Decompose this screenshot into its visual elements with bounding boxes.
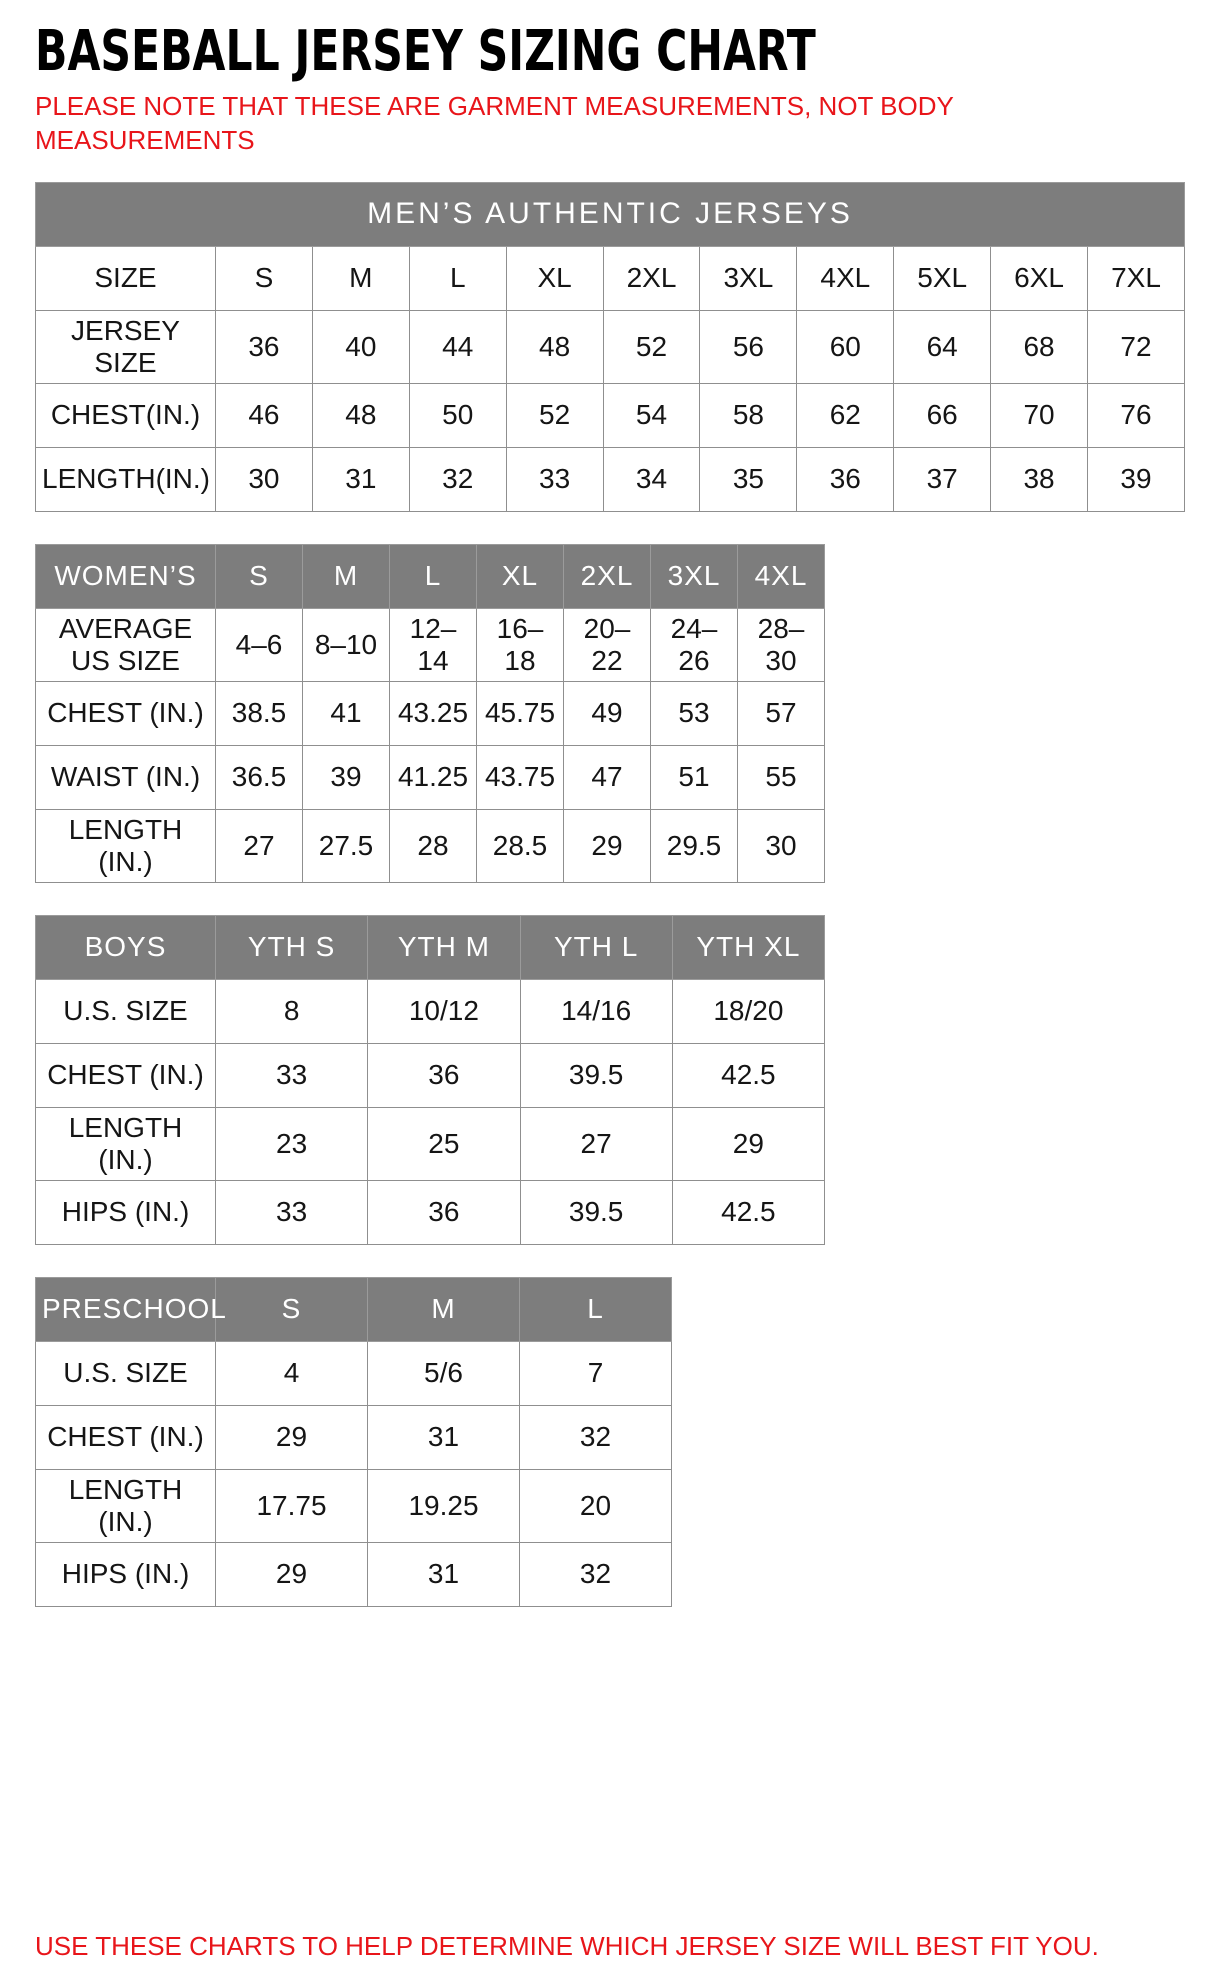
boys-column-header: YTH M	[368, 915, 520, 979]
womens-data-cell: 55	[738, 745, 825, 809]
womens-data-cell: 27.5	[303, 809, 390, 882]
preschool-data-row	[36, 1405, 672, 1469]
mens-data-row	[36, 246, 1185, 310]
mens-data-cell: 32	[409, 447, 506, 511]
womens-data-cell: 16–18	[477, 608, 564, 681]
mens-data-cell: 37	[894, 447, 991, 511]
womens-data-cell: 39	[303, 745, 390, 809]
boys-data-cell: 8	[216, 979, 368, 1043]
womens-data-row	[36, 745, 825, 809]
boys-data-cell: 39.5	[520, 1180, 672, 1244]
womens-data-cell: 8–10	[303, 608, 390, 681]
mens-data-cell: XL	[506, 246, 603, 310]
boys-data-cell: 36	[368, 1043, 520, 1107]
boys-data-cell: 36	[368, 1180, 520, 1244]
womens-row-label-header: WOMEN’S	[36, 544, 216, 608]
boys-data-cell: 25	[368, 1107, 520, 1180]
boys-data-row	[36, 979, 825, 1043]
mens-row-label: LENGTH(IN.)	[36, 447, 216, 511]
boys-data-cell: 14/16	[520, 979, 672, 1043]
mens-data-cell: 54	[603, 383, 700, 447]
mens-data-cell: 33	[506, 447, 603, 511]
preschool-data-cell: 31	[368, 1405, 520, 1469]
preschool-column-header: M	[368, 1277, 520, 1341]
boys-row-label-header: BOYS	[36, 915, 216, 979]
garment-measurement-note: PLEASE NOTE THAT THESE ARE GARMENT MEASUREMENTS, NOT BODY MEASUREMENTS	[35, 91, 954, 155]
womens-data-cell: 12–14	[390, 608, 477, 681]
womens-column-header: XL	[477, 544, 564, 608]
womens-row-label: LENGTH (IN.)	[36, 809, 216, 882]
boys-row-label: CHEST (IN.)	[36, 1043, 216, 1107]
boys-data-cell: 18/20	[672, 979, 824, 1043]
preschool-row-label: LENGTH (IN.)	[36, 1469, 216, 1542]
womens-row-label: AVERAGE US SIZE	[36, 608, 216, 681]
mens-data-cell: 46	[216, 383, 313, 447]
mens-data-cell: 70	[991, 383, 1088, 447]
boys-data-cell: 27	[520, 1107, 672, 1180]
preschool-data-cell: 31	[368, 1542, 520, 1606]
mens-data-cell: 30	[216, 447, 313, 511]
preschool-data-cell: 5/6	[368, 1341, 520, 1405]
mens-data-cell: 50	[409, 383, 506, 447]
womens-data-cell: 29.5	[651, 809, 738, 882]
womens-column-header: 4XL	[738, 544, 825, 608]
mens-data-cell: 48	[312, 383, 409, 447]
preschool-column-header: S	[216, 1277, 368, 1341]
preschool-data-cell: 7	[520, 1341, 672, 1405]
mens-data-cell: 7XL	[1088, 246, 1185, 310]
mens-data-cell: 2XL	[603, 246, 700, 310]
womens-data-cell: 45.75	[477, 681, 564, 745]
mens-data-cell: 39	[1088, 447, 1185, 511]
mens-table-title: MEN’S AUTHENTIC JERSEYS	[36, 182, 1185, 246]
mens-data-cell: 6XL	[991, 246, 1088, 310]
boys-data-cell: 42.5	[672, 1180, 824, 1244]
preschool-header-row	[36, 1277, 672, 1341]
mens-data-cell: 48	[506, 310, 603, 383]
womens-data-cell: 47	[564, 745, 651, 809]
mens-row-label: JERSEY SIZE	[36, 310, 216, 383]
preschool-row-label-header: PRESCHOOL	[36, 1277, 216, 1341]
womens-data-cell: 41.25	[390, 745, 477, 809]
preschool-column-header: L	[520, 1277, 672, 1341]
womens-data-cell: 29	[564, 809, 651, 882]
mens-sizing-table	[35, 182, 1185, 512]
womens-data-cell: 57	[738, 681, 825, 745]
mens-data-cell: 62	[797, 383, 894, 447]
preschool-data-cell: 4	[216, 1341, 368, 1405]
mens-data-cell: L	[409, 246, 506, 310]
preschool-data-cell: 32	[520, 1542, 672, 1606]
womens-column-header: L	[390, 544, 477, 608]
boys-data-cell: 29	[672, 1107, 824, 1180]
mens-data-cell: 36	[797, 447, 894, 511]
boys-column-header: YTH S	[216, 915, 368, 979]
womens-data-cell: 41	[303, 681, 390, 745]
mens-data-cell: 58	[700, 383, 797, 447]
mens-data-cell: 3XL	[700, 246, 797, 310]
mens-data-cell: 60	[797, 310, 894, 383]
mens-data-row	[36, 310, 1185, 383]
boys-row-label: HIPS (IN.)	[36, 1180, 216, 1244]
boys-data-cell: 33	[216, 1180, 368, 1244]
mens-title-row	[36, 182, 1185, 246]
boys-data-cell: 10/12	[368, 979, 520, 1043]
page-title: BASEBALL JERSEY SIZING CHART	[35, 19, 816, 84]
mens-data-cell: 36	[216, 310, 313, 383]
mens-data-cell: M	[312, 246, 409, 310]
preschool-data-row	[36, 1469, 672, 1542]
womens-row-label: WAIST (IN.)	[36, 745, 216, 809]
mens-data-cell: 52	[506, 383, 603, 447]
boys-data-cell: 39.5	[520, 1043, 672, 1107]
womens-column-header: 2XL	[564, 544, 651, 608]
womens-column-header: M	[303, 544, 390, 608]
preschool-row-label: HIPS (IN.)	[36, 1542, 216, 1606]
mens-row-label: CHEST(IN.)	[36, 383, 216, 447]
womens-data-cell: 24–26	[651, 608, 738, 681]
mens-data-cell: 35	[700, 447, 797, 511]
preschool-data-cell: 29	[216, 1542, 368, 1606]
womens-data-cell: 28–30	[738, 608, 825, 681]
preschool-row-label: U.S. SIZE	[36, 1341, 216, 1405]
mens-data-cell: 64	[894, 310, 991, 383]
preschool-data-cell: 19.25	[368, 1469, 520, 1542]
womens-data-cell: 51	[651, 745, 738, 809]
boys-data-cell: 33	[216, 1043, 368, 1107]
womens-header-row	[36, 544, 825, 608]
boys-row-label: U.S. SIZE	[36, 979, 216, 1043]
mens-data-row	[36, 447, 1185, 511]
mens-data-cell: 68	[991, 310, 1088, 383]
womens-data-row	[36, 809, 825, 882]
womens-data-cell: 36.5	[216, 745, 303, 809]
mens-data-cell: 56	[700, 310, 797, 383]
mens-data-cell: 34	[603, 447, 700, 511]
womens-data-cell: 49	[564, 681, 651, 745]
boys-data-row	[36, 1107, 825, 1180]
boys-data-row	[36, 1043, 825, 1107]
womens-data-cell: 20–22	[564, 608, 651, 681]
boys-column-header: YTH L	[520, 915, 672, 979]
mens-row-label: SIZE	[36, 246, 216, 310]
womens-data-cell: 43.25	[390, 681, 477, 745]
preschool-sizing-table	[35, 1277, 672, 1607]
mens-data-cell: 31	[312, 447, 409, 511]
preschool-data-cell: 20	[520, 1469, 672, 1542]
preschool-data-row	[36, 1542, 672, 1606]
mens-data-cell: 72	[1088, 310, 1185, 383]
womens-data-cell: 53	[651, 681, 738, 745]
womens-data-cell: 38.5	[216, 681, 303, 745]
womens-data-cell: 43.75	[477, 745, 564, 809]
boys-sizing-table	[35, 915, 825, 1245]
mens-data-cell: 52	[603, 310, 700, 383]
mens-data-cell: 66	[894, 383, 991, 447]
womens-column-header: S	[216, 544, 303, 608]
mens-data-cell: 44	[409, 310, 506, 383]
mens-data-row	[36, 383, 1185, 447]
womens-data-cell: 4–6	[216, 608, 303, 681]
womens-data-cell: 28.5	[477, 809, 564, 882]
boys-header-row	[36, 915, 825, 979]
footer-note: USE THESE CHARTS TO HELP DETERMINE WHICH JERSEY SIZE WILL BEST FIT YOU.	[35, 1931, 1099, 1961]
preschool-row-label: CHEST (IN.)	[36, 1405, 216, 1469]
mens-data-cell: S	[216, 246, 313, 310]
womens-row-label: CHEST (IN.)	[36, 681, 216, 745]
womens-data-cell: 30	[738, 809, 825, 882]
boys-column-header: YTH XL	[672, 915, 824, 979]
preschool-data-cell: 29	[216, 1405, 368, 1469]
boys-row-label: LENGTH (IN.)	[36, 1107, 216, 1180]
boys-data-cell: 42.5	[672, 1043, 824, 1107]
womens-data-row	[36, 608, 825, 681]
preschool-data-cell: 17.75	[216, 1469, 368, 1542]
boys-data-cell: 23	[216, 1107, 368, 1180]
womens-sizing-table	[35, 544, 825, 883]
womens-data-cell: 27	[216, 809, 303, 882]
mens-data-cell: 76	[1088, 383, 1185, 447]
mens-data-cell: 4XL	[797, 246, 894, 310]
womens-data-cell: 28	[390, 809, 477, 882]
boys-data-row	[36, 1180, 825, 1244]
mens-data-cell: 38	[991, 447, 1088, 511]
mens-data-cell: 40	[312, 310, 409, 383]
womens-column-header: 3XL	[651, 544, 738, 608]
womens-data-row	[36, 681, 825, 745]
preschool-data-cell: 32	[520, 1405, 672, 1469]
preschool-data-row	[36, 1341, 672, 1405]
mens-data-cell: 5XL	[894, 246, 991, 310]
